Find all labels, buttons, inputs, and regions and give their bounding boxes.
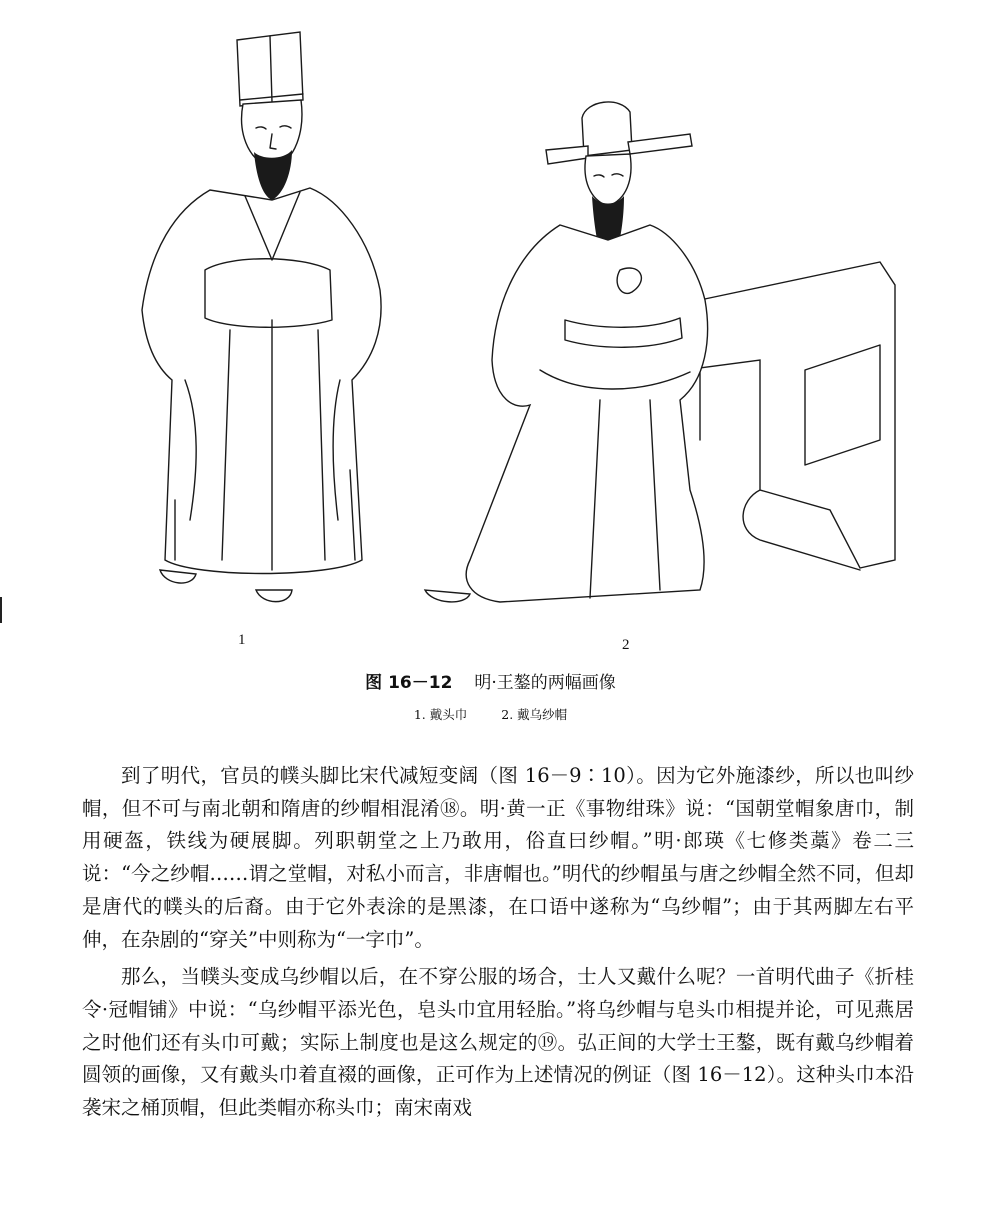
- sub-caption-2: 2. 戴乌纱帽: [501, 707, 568, 722]
- figure-caption-label: 图 16－12: [365, 673, 453, 693]
- page-edge-mark: [0, 597, 2, 623]
- body-text: [82, 760, 914, 1125]
- paragraph-1: 到了明代，官员的幞头脚比宋代减短变阔（图 16－9∶10）。因为它外施漆纱，所以也叫纱帽，但不可与南北朝和隋唐的纱帽相混淆⑱。明·黄一正《事物绀珠》说：“国朝堂帽象唐巾，制用硬盔，铁线为硬展脚。列职朝堂之上乃敢用，俗直曰纱帽。”明·郎瑛《七修类藁》卷二三说：“今之纱帽……谓之堂帽，对私小而言，非唐帽也。”明代的纱帽虽与唐之纱帽全然不同，但却是唐代的幞头的后裔。由于它外表涂的是黑漆，在口语中遂称为“乌纱帽”；由于其两脚左右平伸，在杂剧的“穿关”中则称为“一字巾”。: [82, 764, 914, 951]
- figure-caption-title: 明·王鏊的两幅画像: [474, 673, 616, 693]
- sub-caption-1: 1. 戴头巾: [413, 707, 468, 722]
- figure-sub-captions: [0, 705, 981, 723]
- paragraph-2: 那么，当幞头变成乌纱帽以后，在不穿公服的场合，士人又戴什么呢？一首明代曲子《折桂令·冠帽铺》中说：“乌纱帽平添光色，皂头巾宜用轻胎。”将乌纱帽与皂头巾相提并论，可见燕居之时他们还有头巾可戴；实际上制度也是这么规定的⑲。弘正间的大学士王鏊，既有戴乌纱帽着圆领的画像，又有戴头巾着直裰的画像，正可作为上述情况的例证（图 16－12）。这种头巾本沿袭宋之桶顶帽，但此类帽亦称头巾；南宋南戏: [82, 965, 914, 1120]
- portrait-seated-gauze-cap: [425, 102, 895, 602]
- figure-label-1: 1: [238, 632, 246, 648]
- figure-caption: [0, 668, 981, 693]
- figure-label-2: 2: [622, 637, 630, 653]
- portrait-standing-headcloth: [142, 32, 381, 602]
